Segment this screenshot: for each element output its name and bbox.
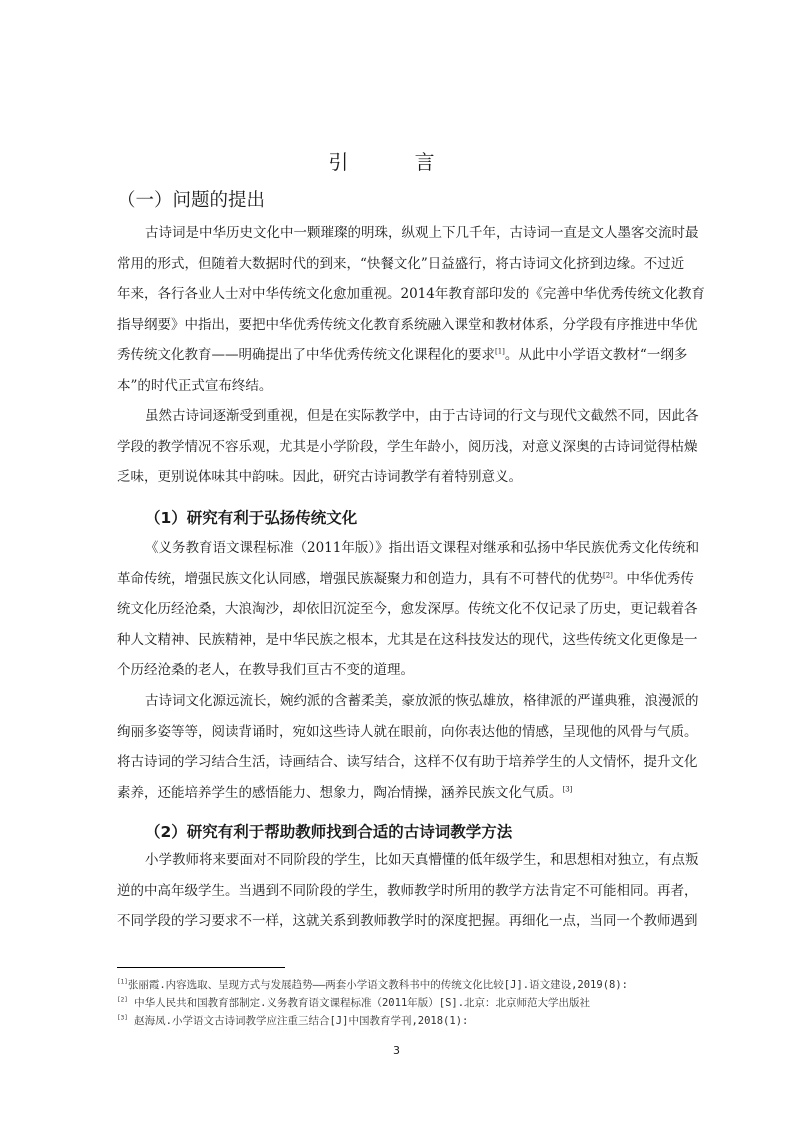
footnote-text: 赵海凤.小学语文古诗词教学应注重三结合[J]中国教育学刊,2018(1): — [127, 1015, 469, 1027]
citation-ref[interactable]: [2] — [603, 571, 613, 579]
text-line — [117, 564, 694, 595]
text-line: 小学教师将来要面对不同阶段的学生，比如天真懵懂的低年级学生，和思想相对独立，有点叛 — [145, 852, 699, 868]
paragraph — [117, 686, 699, 808]
paragraph — [117, 845, 699, 937]
text-line: 乏味，更别说体味其中韵味。因此，研究古诗词教学有着特别意义。 — [117, 469, 522, 485]
text-line — [117, 778, 679, 809]
footnote-mark: [1] — [117, 978, 128, 986]
text-line: 古诗词文化源远流长，婉约派的含蓄柔美，豪放派的恢弘雄放，格律派的严谨典雅，浪漫派的 — [145, 693, 699, 709]
text-line: 指导纲要》中指出，要把中华优秀传统文化教育系统融入课堂和教材体系，分学段有序推进中华优 — [117, 316, 698, 333]
text-segment: 秀传统文化教育——明确提出了中华优秀传统文化课程化的要求 — [117, 347, 495, 363]
citation-ref[interactable]: [1] — [495, 347, 505, 356]
text-line: 古诗词是中华历史文化中一颗璀璨的明珠，纵观上下几千年，古诗词一直是文人墨客交流时最 — [145, 225, 699, 241]
footnote-mark: [3] — [117, 1014, 128, 1022]
text-line: 本”的时代正式宣布终结。 — [117, 377, 273, 394]
text-line: 种人文精神、民族精神，是中华民族之根本，尤其是在这科技发达的现代，这些传统文化更像是一 — [117, 631, 698, 648]
text-segment: 革命传统，增强民族文化认同感，增强民族凝聚力和创造力，具有不可替代的优势 — [117, 570, 603, 587]
footnote — [117, 995, 590, 1010]
text-line — [117, 340, 688, 371]
text-line: 虽然古诗词逐渐受到重视，但是在实际教学中，由于古诗词的行文与现代文截然不同，因此各 — [145, 408, 699, 424]
text-line: 《义务教育语文课程标准（2011年版）》指出语文课程对继承和弘扬中华民族优秀文化传统和 — [145, 540, 700, 556]
text-line: 统文化历经沧桑，大浪淘沙，却依旧沉淀至今，愈发深厚。传统文化不仅记录了历史，更记载着各 — [117, 601, 698, 617]
subsection-heading: （1）研究有利于弘扬传统文化 — [145, 509, 358, 527]
citation-ref[interactable]: [3] — [562, 785, 573, 793]
text-segment: 素养，还能培养学生的感悟能力、想象力，陶冶情操，涵养民族文化气质。 — [117, 784, 563, 801]
paragraph — [117, 401, 699, 493]
footnote — [117, 1013, 468, 1028]
text-line: 不同学段的学习要求不一样，这就关系到教师教学时的深度把握。再细化一点，当同一个教师遇到 — [117, 913, 698, 929]
paragraph — [117, 533, 700, 686]
footnote-mark: [2] — [117, 996, 128, 1004]
text-line: 逆的中高年级学生。当遇到不同阶段的学生，教师教学时所用的教学方法肯定不可能相同。再者， — [117, 882, 698, 899]
text-line: 绚丽多姿等等，阅读背诵时，宛如这些诗人就在眼前，向你表达他的情感，呈现他的风骨与气质。 — [117, 723, 698, 740]
paragraph — [117, 218, 705, 401]
text-segment: 。中华优秀传 — [612, 570, 694, 587]
footnote-text: 张丽霞.内容选取、呈现方式与发展趋势——两套小学语文教科书中的传统文化比较[J].语文建设,2019(8): — [127, 979, 628, 991]
text-line: 将古诗词的学习结合生活，诗画结合、读写结合，这样不仅有助于培养学生的人文情怀，提升文化 — [117, 754, 698, 770]
page-number: 3 — [393, 1044, 400, 1057]
subsection-heading: （2）研究有利于帮助教师找到合适的古诗词教学方法 — [145, 823, 513, 841]
page-title: 引 言 — [328, 150, 465, 174]
footnote-divider — [117, 967, 285, 968]
text-line: 学段的教学情况不容乐观，尤其是小学阶段，学生年龄小，阅历浅，对意义深奥的古诗词觉得枯燥 — [117, 438, 698, 455]
section-heading: （一）问题的提出 — [117, 190, 266, 211]
footnote — [117, 977, 628, 992]
text-line: 常用的形式，但随着大数据时代的到来，“快餐文化”日益盛行，将古诗词文化挤到边缘。不过近 — [117, 255, 685, 272]
text-segment: 。从此中小学语文教材“一纲多 — [504, 347, 688, 363]
text-line: 年来，各行各业人士对中华传统文化愈加重视。2014年教育部印发的《完善中华优秀传统文化教育 — [117, 286, 705, 302]
text-line: 个历经沧桑的老人，在教导我们亘古不变的道理。 — [117, 662, 414, 678]
footnote-text: 中华人民共和国教育部制定.义务教育语文课程标准（2011年版）[S].北京：北京师范大学出版社 — [127, 997, 591, 1009]
